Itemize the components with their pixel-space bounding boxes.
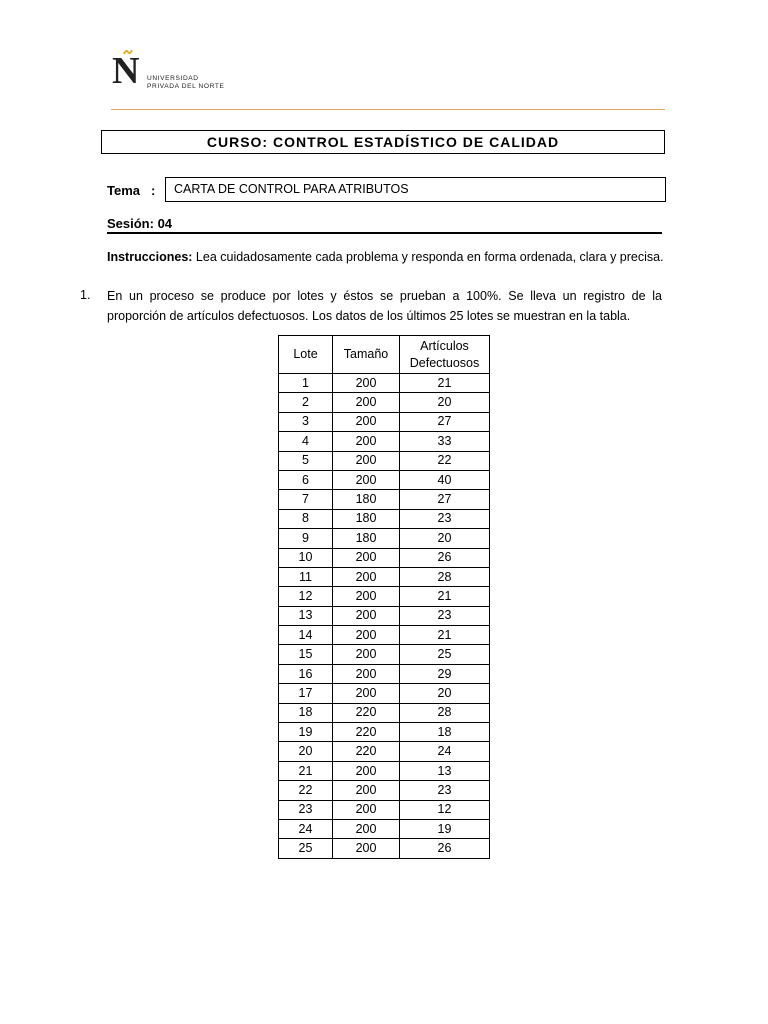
table-row — [279, 490, 490, 509]
header-defectuosos — [400, 336, 490, 374]
cell-tamano: 200 — [333, 451, 400, 470]
course-title: CURSO: CONTROL ESTADÍSTICO DE CALIDAD — [101, 130, 665, 154]
cell-tamano: 200 — [333, 781, 400, 800]
cell-lote: 23 — [279, 800, 333, 819]
cell-tamano: 200 — [333, 606, 400, 625]
table-header-row — [279, 336, 490, 374]
cell-lote: 20 — [279, 742, 333, 761]
table-row — [279, 451, 490, 470]
cell-lote: 11 — [279, 567, 333, 586]
cell-lote: 24 — [279, 819, 333, 838]
cell-defectuosos: 26 — [400, 548, 490, 567]
cell-tamano: 220 — [333, 742, 400, 761]
cell-defectuosos: 23 — [400, 606, 490, 625]
cell-defectuosos: 21 — [400, 587, 490, 606]
cell-lote: 7 — [279, 490, 333, 509]
cell-tamano: 200 — [333, 470, 400, 489]
logo-wordmark — [147, 75, 225, 90]
table-row — [279, 587, 490, 606]
cell-defectuosos: 33 — [400, 432, 490, 451]
cell-defectuosos: 18 — [400, 723, 490, 742]
table-row — [279, 606, 490, 625]
cell-tamano: 200 — [333, 800, 400, 819]
cell-lote: 9 — [279, 529, 333, 548]
defects-table — [278, 335, 490, 859]
table-body — [279, 374, 490, 859]
cell-tamano: 200 — [333, 548, 400, 567]
table-row — [279, 412, 490, 431]
table-row — [279, 374, 490, 393]
cell-lote: 25 — [279, 839, 333, 858]
tema-label: Tema — [107, 183, 140, 198]
cell-defectuosos: 25 — [400, 645, 490, 664]
cell-defectuosos: 24 — [400, 742, 490, 761]
cell-defectuosos: 27 — [400, 412, 490, 431]
cell-defectuosos: 23 — [400, 781, 490, 800]
cell-lote: 14 — [279, 626, 333, 645]
cell-tamano: 180 — [333, 509, 400, 528]
cell-lote: 21 — [279, 761, 333, 780]
cell-lote: 16 — [279, 664, 333, 683]
table-row — [279, 567, 490, 586]
cell-defectuosos: 28 — [400, 703, 490, 722]
cell-lote: 1 — [279, 374, 333, 393]
cell-lote: 5 — [279, 451, 333, 470]
cell-tamano: 180 — [333, 529, 400, 548]
table-row — [279, 761, 490, 780]
instructions-text: Lea cuidadosamente cada problema y responda en forma ordenada, clara y precisa. — [195, 250, 664, 264]
session-label: Sesión: 04 — [107, 216, 173, 231]
question-number: 1. — [80, 288, 91, 302]
table-row — [279, 800, 490, 819]
header-defectuosos-line2: Defectuosos — [409, 355, 480, 370]
table-row — [279, 548, 490, 567]
table-row — [279, 509, 490, 528]
cell-tamano: 200 — [333, 432, 400, 451]
cell-defectuosos: 20 — [400, 529, 490, 548]
cell-tamano: 220 — [333, 723, 400, 742]
cell-lote: 10 — [279, 548, 333, 567]
cell-tamano: 200 — [333, 567, 400, 586]
cell-defectuosos: 22 — [400, 451, 490, 470]
table-row — [279, 664, 490, 683]
table-row — [279, 626, 490, 645]
table-row — [279, 819, 490, 838]
header-defectuosos-line1: Artículos — [420, 338, 469, 353]
logo-text-line2: PRIVADA DEL NORTE — [147, 82, 225, 90]
cell-defectuosos: 40 — [400, 470, 490, 489]
cell-tamano: 200 — [333, 587, 400, 606]
cell-tamano: 200 — [333, 645, 400, 664]
cell-lote: 17 — [279, 684, 333, 703]
cell-lote: 6 — [279, 470, 333, 489]
cell-tamano: 200 — [333, 626, 400, 645]
cell-defectuosos: 21 — [400, 374, 490, 393]
cell-lote: 4 — [279, 432, 333, 451]
cell-defectuosos: 23 — [400, 509, 490, 528]
table-row — [279, 742, 490, 761]
cell-tamano: 200 — [333, 819, 400, 838]
cell-tamano: 200 — [333, 684, 400, 703]
session-divider — [107, 232, 662, 234]
cell-lote: 2 — [279, 393, 333, 412]
header-tamano: Tamaño — [333, 336, 400, 374]
cell-defectuosos: 19 — [400, 819, 490, 838]
cell-tamano: 200 — [333, 664, 400, 683]
table-row — [279, 393, 490, 412]
cell-tamano: 200 — [333, 412, 400, 431]
tema-value: CARTA DE CONTROL PARA ATRIBUTOS — [165, 177, 666, 202]
cell-defectuosos: 26 — [400, 839, 490, 858]
table-row — [279, 645, 490, 664]
instructions — [107, 250, 664, 264]
header-divider — [111, 109, 665, 110]
cell-lote: 22 — [279, 781, 333, 800]
cell-tamano: 220 — [333, 703, 400, 722]
cell-tamano: 180 — [333, 490, 400, 509]
table-row — [279, 703, 490, 722]
cell-tamano: 200 — [333, 761, 400, 780]
cell-tamano: 200 — [333, 839, 400, 858]
table-row — [279, 723, 490, 742]
cell-lote: 19 — [279, 723, 333, 742]
cell-defectuosos: 13 — [400, 761, 490, 780]
cell-lote: 18 — [279, 703, 333, 722]
question-text: En un proceso se produce por lotes y éstos se prueban a 100%. Se lleva un registro de la proporción de artículos defectuosos. Los datos de los últimos 25 lotes se muestran en la tabla. — [107, 289, 662, 323]
cell-lote: 8 — [279, 509, 333, 528]
cell-defectuosos: 21 — [400, 626, 490, 645]
logo-text-line1: UNIVERSIDAD — [147, 75, 199, 82]
tema-colon: : — [151, 183, 156, 198]
university-logo — [108, 48, 238, 94]
cell-defectuosos: 27 — [400, 490, 490, 509]
cell-defectuosos: 12 — [400, 800, 490, 819]
cell-lote: 13 — [279, 606, 333, 625]
cell-defectuosos: 20 — [400, 393, 490, 412]
table-row — [279, 781, 490, 800]
cell-lote: 12 — [279, 587, 333, 606]
table-row — [279, 432, 490, 451]
cell-lote: 3 — [279, 412, 333, 431]
cell-defectuosos: 28 — [400, 567, 490, 586]
table-row — [279, 529, 490, 548]
cell-tamano: 200 — [333, 393, 400, 412]
table-row — [279, 684, 490, 703]
cell-defectuosos: 29 — [400, 664, 490, 683]
cell-tamano: 200 — [333, 374, 400, 393]
header-lote: Lote — [279, 336, 333, 374]
logo-n-mark: N — [112, 50, 140, 92]
cell-lote: 15 — [279, 645, 333, 664]
cell-defectuosos: 20 — [400, 684, 490, 703]
instructions-label: Instrucciones: — [107, 250, 193, 264]
table-row — [279, 839, 490, 858]
table-row — [279, 470, 490, 489]
